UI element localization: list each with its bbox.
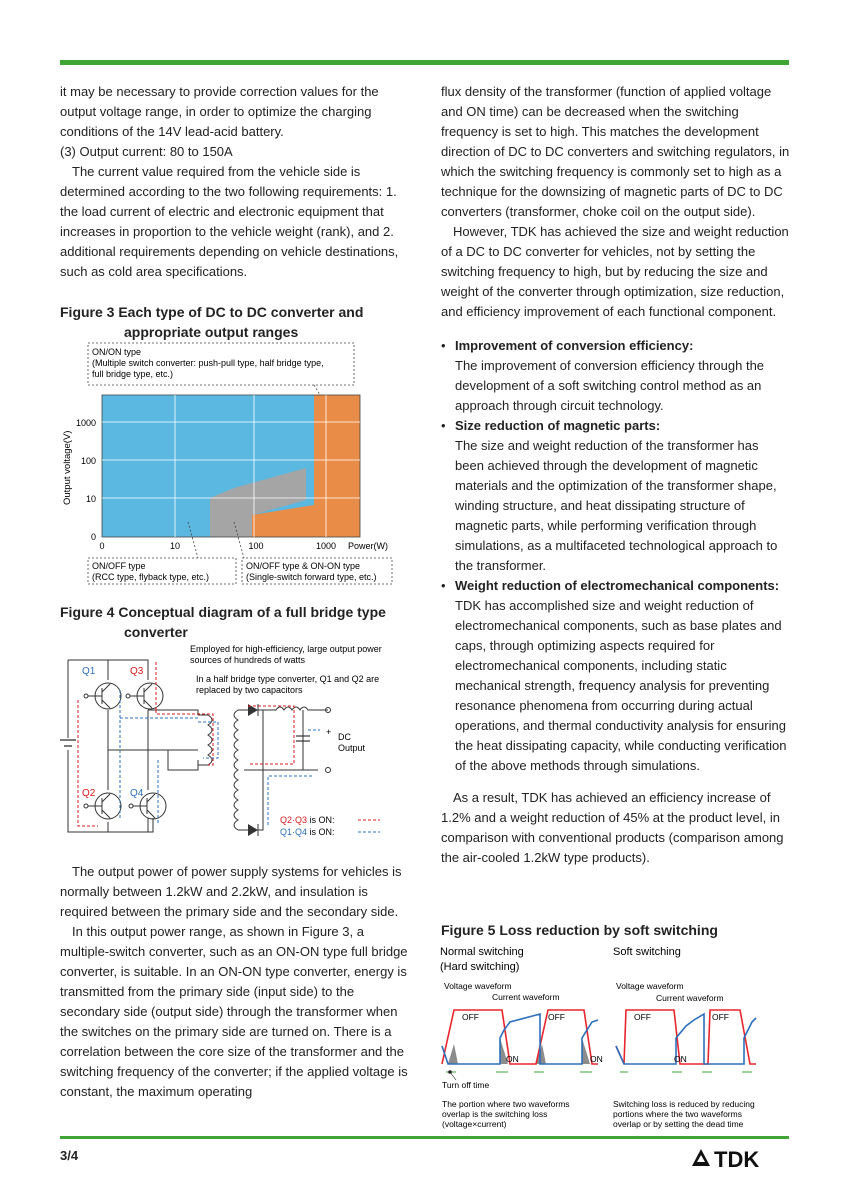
- label-q1: Q1: [82, 666, 96, 677]
- figure5-waveforms: [440, 942, 790, 1132]
- left-column-top: [60, 82, 410, 282]
- left-caption-1: The portion where two waveforms: [442, 1099, 570, 1109]
- off-label: OFF: [548, 1012, 565, 1022]
- right-column: [441, 82, 791, 868]
- callout-onon-line3: full bridge type, etc.): [92, 369, 174, 379]
- q1-transistor-icon: [84, 683, 121, 709]
- paragraph: The current value required from the vehicle side is determined according to the two following requirements: 1. the load current of electric and electronic equipment that increases in proportion to the vehicle weight (rank), and 2. additional requirements depending on vehicle destinations, such as cold area specifications.: [60, 164, 399, 279]
- current-label-left: Current waveform: [492, 992, 560, 1002]
- legend-q2q3: Q2·Q3 is ON:: [280, 815, 335, 825]
- bullet-item: • Improvement of conversion efficiency: The improvement of conversion efficiency through the development of a soft switching control method as an approach through circuit technology.: [441, 338, 765, 413]
- transformer-secondary-icon: [234, 710, 238, 830]
- paragraph: it may be necessary to provide correction values for the output voltage range, in order to optimize the charging conditions of the 14V lead-acid battery.: [60, 84, 379, 139]
- voltage-label-left: Voltage waveform: [444, 981, 512, 991]
- callout-forward-line2: (Single-switch forward type, etc.): [246, 572, 377, 582]
- tdk-logotype: TDK: [714, 1147, 760, 1172]
- current-path-secondary-q1q4: [268, 730, 320, 825]
- on-label: ON: [506, 1054, 519, 1064]
- footer-rule: [60, 1136, 789, 1139]
- capacitor-plus: +: [326, 727, 332, 737]
- y-tick-0: 0: [90, 532, 96, 542]
- label-q2: Q2: [82, 788, 96, 799]
- note-half-bridge-line2: replaced by two capacitors: [196, 685, 303, 695]
- right-caption-1: Switching loss is reduced by reducing: [613, 1099, 755, 1109]
- x-tick-100: 100: [248, 541, 264, 551]
- x-tick-0: 0: [99, 541, 105, 551]
- normal-switching-heading-1: Normal switching: [440, 946, 524, 958]
- figure4-circuit: [58, 640, 418, 845]
- figure3-title: Figure 3 Each type of DC to DC converter and appropriate output ranges: [60, 304, 364, 340]
- bullet-item: • Size reduction of magnetic parts: The size and weight reduction of the transformer has been achieved through the development of magnetic materials and the optimization of the transformer shape, winding structure, and heat dissipating structure of magnetic parts, while performing verification through simulations, as a multifaceted technological approach to the transformer.: [441, 418, 778, 573]
- paragraph: However, TDK has achieved the size and weight reduction of a DC to DC converter for vehicles, not by setting the switching frequency to high, but by reducing the size and weight of the converter through optimization, size reduction, and efficiency improvement of each functional component.: [441, 224, 789, 319]
- callout-onoff-line1: ON/OFF type: [92, 561, 146, 571]
- x-axis-label: Power(W): [348, 541, 388, 551]
- off-label: OFF: [634, 1012, 651, 1022]
- y-tick-1000: 1000: [75, 418, 96, 428]
- header-rule: [60, 60, 789, 65]
- paragraph: As a result, TDK has achieved an efficiency increase of 1.2% and a weight reduction of 45% at the product level, in comparison with conventional products (comparison among the air-cooled 1.2kW type products).: [441, 790, 784, 865]
- paragraph: In this output power range, as shown in Figure 3, a multiple-switch converter, such as an ON-ON type full bridge converter, is suitable. In an ON-ON type converter, energy is transmitted from the primary side (input side) to the secondary side (output side) through the transformer when the switches on the primary side are turned on. There is a correlation between the core size of the transformer and the switching frequency of the converter; if the applied voltage is constant, the maximum operating: [60, 924, 408, 1099]
- voltage-label-right: Voltage waveform: [616, 981, 684, 991]
- note-full-bridge-line2: sources of hundreds of watts: [190, 655, 306, 665]
- legend-q1q4: Q1·Q4 is ON:: [280, 827, 335, 837]
- callout-onon-line2: (Multiple switch converter: push-pull type, half bridge type,: [92, 358, 324, 368]
- paragraph: flux density of the transformer (function of applied voltage and ON time) can be decreased when the switching frequency is set to high. This matches the development direction of DC to DC converters and switching regulators, in which the switching frequency is commonly set to high as a technique for the downsizing of magnetic parts of DC to DC converters (transformer, choke coil on the output side).: [441, 84, 790, 219]
- tdk-logo: [690, 1146, 790, 1172]
- current-label-right: Current waveform: [656, 993, 724, 1003]
- on-label: ON: [590, 1054, 603, 1064]
- callout-forward-line1: ON/OFF type & ON-ON type: [246, 561, 361, 571]
- loss-areas: [448, 1038, 590, 1064]
- paragraph: The output power of power supply systems for vehicles is normally between 1.2kW and 2.2kW, and insulation is required between the primary side and the secondary side.: [60, 864, 402, 919]
- x-tick-10: 10: [169, 541, 181, 551]
- note-half-bridge-line1: In a half bridge type converter, Q1 and Q2 are: [196, 674, 380, 684]
- on-label: ON: [674, 1054, 687, 1064]
- tdk-symbol-icon: [692, 1149, 710, 1166]
- output-current: (3) Output current: 80 to 150A: [60, 144, 233, 159]
- label-q3: Q3: [130, 666, 144, 677]
- secondary-wiring: [238, 707, 331, 830]
- figure3-chart: [58, 340, 418, 590]
- x-tick-1000: 1000: [315, 541, 337, 551]
- dc-output-line2: Output: [338, 743, 366, 753]
- left-caption-3: (voltage×current): [442, 1119, 507, 1129]
- bullet-item: • Weight reduction of electromechanical components: TDK has accomplished size and weight reduction of electromechanical components, such as base plates and caps, through optimizing aspects required for electromechanical components, including static mechanical strength, frequency analysis for preventing resonance phenomena from occurring during actual operations, and thermal conductivity analysis for ensuring the heat dissipating capacity, while conducting verification of the above methods through simulations.: [441, 578, 787, 773]
- normal-switching-heading-2: (Hard switching): [440, 961, 520, 973]
- left-column-bottom: [60, 862, 410, 1102]
- y-axis-label: Output voltage(V): [62, 430, 73, 505]
- off-label: OFF: [712, 1012, 729, 1022]
- y-tick-100: 100: [80, 456, 96, 466]
- right-caption-2: portions where the two waveforms: [613, 1109, 742, 1119]
- diode-bottom-icon: [248, 824, 258, 836]
- soft-switching-heading: Soft switching: [613, 946, 681, 958]
- dc-output-line1: DC: [338, 732, 351, 742]
- note-full-bridge-line1: Employed for high-efficiency, large output power: [190, 644, 382, 654]
- current-path-secondary-q2q3: [248, 706, 294, 764]
- page-number: 3/4: [60, 1148, 79, 1163]
- off-label: OFF: [462, 1012, 479, 1022]
- y-tick-10: 10: [85, 494, 96, 504]
- figure4-title: Figure 4 Conceptual diagram of a full bridge type converter: [60, 604, 386, 640]
- callout-onoff-line2: (RCC type, flyback type, etc.): [92, 572, 210, 582]
- current-path-q2q3: [78, 660, 213, 826]
- left-caption-2: overlap is the switching loss: [442, 1109, 548, 1119]
- turn-off-time-label: Turn off time: [442, 1080, 490, 1090]
- q3-transistor-icon: [126, 683, 163, 709]
- figure5-title: Figure 5 Loss reduction by soft switching: [441, 922, 718, 938]
- label-q4: Q4: [130, 788, 144, 799]
- right-caption-3: overlap or by setting the dead time: [613, 1119, 744, 1129]
- callout-onon-line1: ON/ON type: [92, 347, 142, 357]
- battery-icon: [60, 740, 76, 746]
